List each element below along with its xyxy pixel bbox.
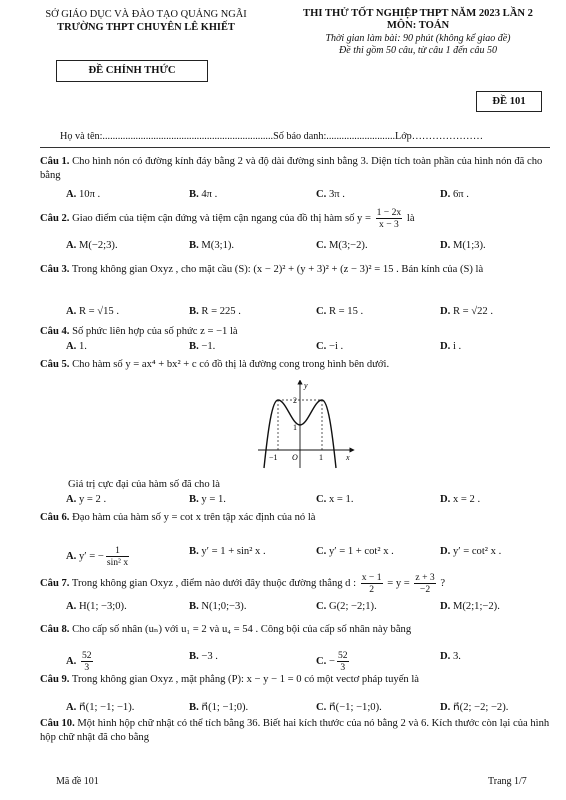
option-d: D. M(2;1;−2). bbox=[440, 601, 500, 612]
option-b: B. 4π . bbox=[189, 189, 218, 200]
options-2 bbox=[66, 239, 546, 253]
option-b: B. y = 1. bbox=[189, 494, 226, 505]
tick-label: 1 bbox=[319, 453, 323, 462]
option-c: C. y′ = 1 + cot² x . bbox=[316, 546, 394, 557]
option-c: C. − $\frac{52}{3}$ bbox=[316, 650, 348, 673]
question-text: Một hình hộp chữ nhật có thể tích bằng 36. Biết hai kích thước của nó bằng 2 và 6. Kích thước còn lại của hình hộp chữ nhật đã cho bằng bbox=[40, 718, 550, 743]
question-label: Câu 3. bbox=[40, 264, 70, 275]
question-text: Trong không gian Oxyz , mặt phẳng (P): x − y − 1 = 0 có một vectơ pháp tuyến là bbox=[71, 674, 419, 685]
exam-title: THI THỬ TỐT NGHIỆP THPT NĂM 2023 LẦN 2 bbox=[303, 8, 533, 19]
option-a: A. y = 2 . bbox=[66, 494, 107, 505]
option-b: B. −1. bbox=[189, 341, 216, 352]
option-c: C. M(3;−2). bbox=[316, 240, 368, 251]
fraction: $\frac{1 - 2x}{x - 3}$ bbox=[376, 207, 402, 230]
axis-label-y: y bbox=[304, 381, 308, 390]
question-text: Giao điểm của tiệm cận đứng và tiệm cận ngang của đồ thị hàm số bbox=[72, 212, 355, 224]
question-text: Số phức liên hợp của số phức z = −1 là bbox=[72, 326, 238, 337]
question-label: Câu 10. bbox=[40, 718, 75, 729]
question-2: Câu 2. Giao điểm của tiệm cận đứng và tiệm cận ngang của đồ thị hàm số y = $\frac{1 - 2x}{x - 3}$ là bbox=[40, 207, 415, 230]
exam-time: Thời gian làm bài: 90 phút (không kể giao đề) bbox=[325, 32, 511, 44]
question-5 bbox=[40, 358, 552, 372]
quartic-graph bbox=[256, 380, 356, 470]
option-a: A. 1. bbox=[66, 341, 87, 352]
options-1 bbox=[66, 188, 546, 202]
question-1 bbox=[40, 155, 552, 183]
footer-exam-code: Mã đề 101 bbox=[56, 776, 99, 787]
question-4 bbox=[40, 325, 552, 339]
subject: MÔN: TOÁN bbox=[386, 20, 450, 32]
department-name: SỞ GIÁO DỤC VÀ ĐÀO TẠO QUẢNG NGÃI bbox=[45, 9, 247, 20]
options-6 bbox=[66, 545, 546, 568]
option-c: C. R = 15 . bbox=[316, 306, 364, 317]
option-b: B. n⃗(1; −1;0). bbox=[189, 702, 249, 713]
option-a: A. R = √15 . bbox=[66, 306, 120, 317]
option-c: C. n⃗(−1; −1;0). bbox=[316, 702, 382, 713]
option-b: B. y′ = 1 + sin² x . bbox=[189, 546, 266, 557]
option-a: A. H(1; −3;0). bbox=[66, 601, 127, 612]
question-text: Cho cấp số nhân (uₙ) với u₁ = 2 và u₄ = 54 . Công bội của cấp số nhân này bằng bbox=[72, 624, 412, 635]
option-b: B. R = 225 . bbox=[189, 306, 241, 317]
exam-scope: Đề thi gồm 50 câu, từ câu 1 đến câu 50 bbox=[339, 45, 497, 57]
option-d: D. M(1;3). bbox=[440, 240, 486, 251]
options-4 bbox=[66, 340, 546, 354]
option-c: C. 3π . bbox=[316, 189, 345, 200]
options-5 bbox=[66, 493, 546, 507]
option-b: B. −3 . bbox=[189, 651, 218, 662]
question-text: Trong không gian Oxyz , cho mặt cầu (S): (x − 2)² + (y + 3)² + (z − 3)² = 15 . Bán kính của (S) là bbox=[71, 264, 484, 275]
question-label: Câu 5. bbox=[40, 359, 70, 370]
options-8 bbox=[66, 650, 546, 673]
option-a: A. y′ = − $\frac{1}{\text{sin² x}}$ bbox=[66, 545, 129, 568]
question-label: Câu 7. bbox=[40, 577, 70, 589]
option-b: B. M(3;1). bbox=[189, 240, 235, 251]
official-badge: ĐỀ CHÍNH THỨC bbox=[56, 60, 208, 82]
question-label: Câu 4. bbox=[40, 326, 70, 337]
option-d: D. R = √22 . bbox=[440, 306, 494, 317]
question-8 bbox=[40, 623, 552, 637]
option-d: D. i . bbox=[440, 341, 462, 352]
question-10 bbox=[40, 717, 552, 745]
option-d: D. x = 2 . bbox=[440, 494, 481, 505]
question-text: Đạo hàm của hàm số y = cot x trên tập xác định của nó là bbox=[72, 512, 316, 523]
school-name: TRƯỜNG THPT CHUYÊN LÊ KHIẾT bbox=[57, 22, 235, 33]
question-5-prompt: Giá trị cực đại của hàm số đã cho là bbox=[68, 479, 220, 490]
question-label: Câu 9. bbox=[40, 674, 70, 685]
question-label: Câu 1. bbox=[40, 156, 70, 167]
question-6 bbox=[40, 511, 552, 525]
option-b: B. N(1;0;−3). bbox=[189, 601, 247, 612]
question-label: Câu 8. bbox=[40, 624, 70, 635]
question-text: Cho hàm số y = ax⁴ + bx² + c có đồ thị là đường cong trong hình bên dưới. bbox=[72, 359, 390, 370]
option-c: C. −i . bbox=[316, 341, 344, 352]
option-c: C. x = 1. bbox=[316, 494, 354, 505]
header-divider bbox=[40, 147, 550, 148]
footer-page-number: Trang 1/7 bbox=[488, 776, 527, 787]
axis-label-x: x bbox=[346, 453, 350, 462]
options-9 bbox=[66, 701, 546, 715]
header-right bbox=[285, 8, 551, 58]
question-text: Trong không gian Oxyz , điểm nào dưới đây thuộc đường thẳng d : bbox=[71, 577, 357, 589]
tick-label: 1 bbox=[293, 423, 297, 432]
question-3 bbox=[40, 263, 552, 277]
option-c: C. G(2; −2;1). bbox=[316, 601, 377, 612]
question-7: Câu 7. Trong không gian Oxyz , điểm nào dưới đây thuộc đường thẳng d : $\frac{x - 1}{2}$ = y = $\frac{z + 3}{-2}$ ? bbox=[40, 572, 446, 595]
question-label: Câu 2. bbox=[40, 212, 70, 224]
option-a: A. n⃗(1; −1; −1). bbox=[66, 702, 135, 713]
header-left bbox=[26, 8, 266, 34]
option-a: A. 10π . bbox=[66, 189, 101, 200]
question-9 bbox=[40, 673, 552, 687]
option-d: D. n⃗(2; −2; −2). bbox=[440, 702, 509, 713]
option-a: A. M(−2;3). bbox=[66, 240, 118, 251]
student-info-line: Họ và tên:...................................................................Số báo danh:...........................Lớp………………… bbox=[60, 131, 484, 142]
options-7 bbox=[66, 600, 546, 614]
option-a: A. $\frac{52}{3}$ bbox=[66, 650, 92, 673]
tick-label: −1 bbox=[269, 453, 278, 462]
options-3 bbox=[66, 305, 546, 319]
exam-code: ĐỀ 101 bbox=[476, 91, 542, 112]
option-d: D. 3. bbox=[440, 651, 461, 662]
question-text: Cho hình nón có đường kính đáy bằng 2 và độ dài đường sinh bằng 3. Diện tích toàn phần của hình nón đã cho bằng bbox=[40, 156, 543, 181]
option-d: D. y′ = cot² x . bbox=[440, 546, 502, 557]
option-d: D. 6π . bbox=[440, 189, 469, 200]
origin-label: O bbox=[292, 453, 298, 462]
question-label: Câu 6. bbox=[40, 512, 70, 523]
tick-label: 2 bbox=[293, 396, 297, 405]
